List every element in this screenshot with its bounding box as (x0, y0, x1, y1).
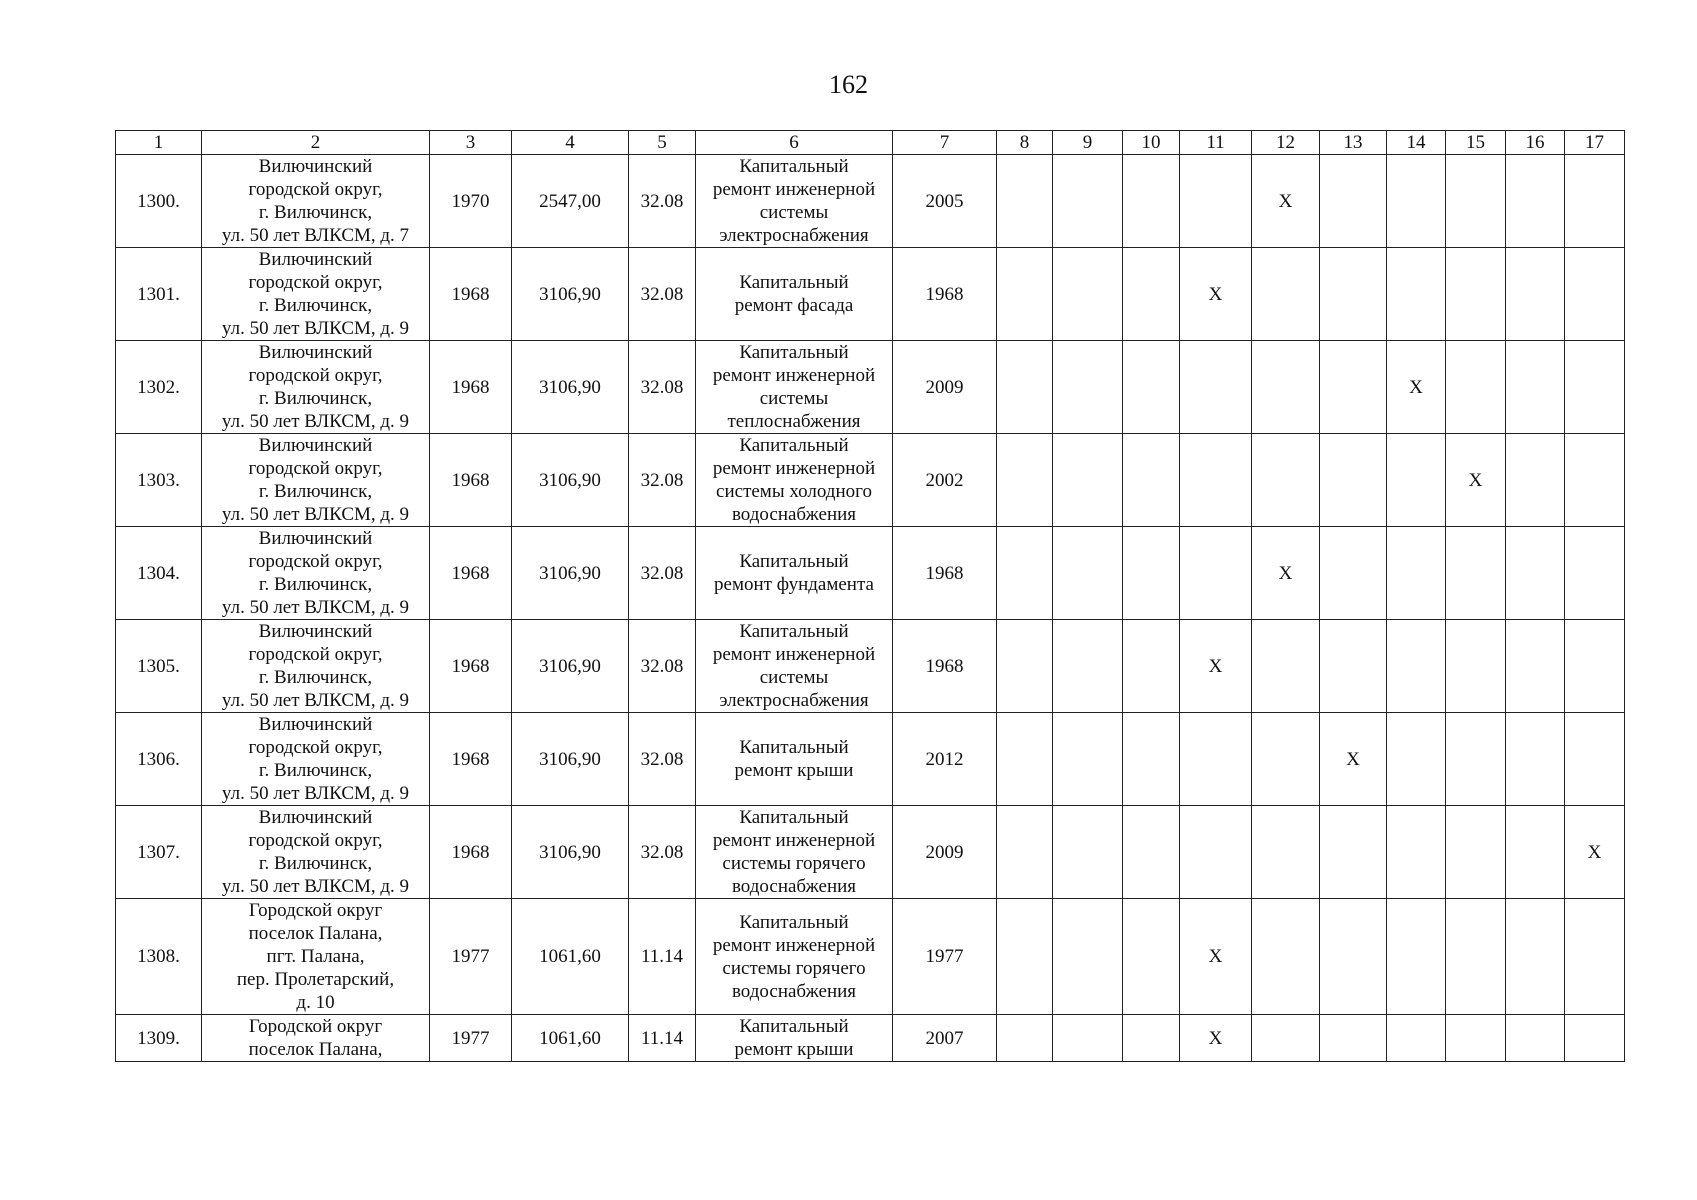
period-cell (997, 1015, 1053, 1062)
code-cell: 32.08 (629, 620, 696, 713)
row-number: 1305. (116, 620, 202, 713)
period-cell (1252, 1015, 1320, 1062)
period-cell (1565, 527, 1625, 620)
period-cell (1565, 899, 1625, 1015)
period-mark: X (1252, 527, 1320, 620)
period-cell (1506, 434, 1565, 527)
row-number: 1309. (116, 1015, 202, 1062)
work-type-cell: Капитальный ремонт инженерной системы холодного водоснабжения (696, 434, 893, 527)
period-cell (1123, 899, 1180, 1015)
period-cell (1320, 806, 1387, 899)
row-number: 1304. (116, 527, 202, 620)
address-cell: Вилючинский городской округ, г. Вилючинск, ул. 50 лет ВЛКСМ, д. 9 (202, 341, 430, 434)
period-cell (997, 620, 1053, 713)
address-cell: Вилючинский городской округ, г. Вилючинск, ул. 50 лет ВЛКСМ, д. 9 (202, 527, 430, 620)
period-cell (1252, 248, 1320, 341)
period-cell (1446, 1015, 1506, 1062)
column-number-7: 7 (893, 131, 997, 155)
period-cell (1123, 527, 1180, 620)
code-cell: 32.08 (629, 155, 696, 248)
area-cell: 3106,90 (512, 620, 629, 713)
last-repair-year-cell: 2009 (893, 341, 997, 434)
column-number-10: 10 (1123, 131, 1180, 155)
work-type-cell: Капитальный ремонт фасада (696, 248, 893, 341)
work-type-cell: Капитальный ремонт крыши (696, 713, 893, 806)
period-cell (1320, 620, 1387, 713)
period-cell (1565, 434, 1625, 527)
period-cell (1446, 155, 1506, 248)
period-cell (1320, 899, 1387, 1015)
last-repair-year-cell: 1968 (893, 248, 997, 341)
period-cell (1506, 248, 1565, 341)
build-year-cell: 1977 (430, 1015, 512, 1062)
period-cell (1506, 341, 1565, 434)
period-cell (1053, 155, 1123, 248)
work-type-cell: Капитальный ремонт инженерной системы электроснабжения (696, 155, 893, 248)
period-cell (1565, 155, 1625, 248)
period-cell (1053, 806, 1123, 899)
period-cell (1123, 434, 1180, 527)
period-cell (1387, 1015, 1446, 1062)
build-year-cell: 1968 (430, 341, 512, 434)
work-type-cell: Капитальный ремонт крыши (696, 1015, 893, 1062)
code-cell: 32.08 (629, 248, 696, 341)
period-cell (1123, 341, 1180, 434)
work-type-cell: Капитальный ремонт инженерной системы электроснабжения (696, 620, 893, 713)
period-cell (1506, 1015, 1565, 1062)
row-number: 1301. (116, 248, 202, 341)
period-cell (1565, 341, 1625, 434)
last-repair-year-cell: 2007 (893, 1015, 997, 1062)
table-row (116, 620, 1625, 713)
period-cell (1565, 1015, 1625, 1062)
period-cell (1123, 620, 1180, 713)
period-cell (1446, 713, 1506, 806)
period-cell (997, 806, 1053, 899)
last-repair-year-cell: 2005 (893, 155, 997, 248)
code-cell: 32.08 (629, 806, 696, 899)
build-year-cell: 1968 (430, 806, 512, 899)
address-cell: Вилючинский городской округ, г. Вилючинск, ул. 50 лет ВЛКСМ, д. 7 (202, 155, 430, 248)
column-number-row (116, 131, 1625, 155)
address-cell: Городской округ поселок Палана, (202, 1015, 430, 1062)
period-cell (1387, 713, 1446, 806)
period-cell (1446, 620, 1506, 713)
area-cell: 3106,90 (512, 434, 629, 527)
period-cell (1387, 248, 1446, 341)
period-cell (997, 713, 1053, 806)
period-cell (1123, 248, 1180, 341)
column-number-4: 4 (512, 131, 629, 155)
period-cell (1320, 1015, 1387, 1062)
table-row (116, 806, 1625, 899)
period-cell (1320, 248, 1387, 341)
area-cell: 3106,90 (512, 341, 629, 434)
period-cell (1506, 899, 1565, 1015)
last-repair-year-cell: 1977 (893, 899, 997, 1015)
period-cell (1053, 1015, 1123, 1062)
area-cell: 2547,00 (512, 155, 629, 248)
period-cell (1053, 899, 1123, 1015)
period-cell (1252, 806, 1320, 899)
period-cell (1320, 434, 1387, 527)
area-cell: 3106,90 (512, 713, 629, 806)
period-cell (1053, 434, 1123, 527)
period-cell (1320, 341, 1387, 434)
period-cell (1446, 806, 1506, 899)
period-mark: X (1180, 899, 1252, 1015)
page-number: 162 (829, 70, 868, 99)
period-cell (1180, 341, 1252, 434)
address-cell: Вилючинский городской округ, г. Вилючинск, ул. 50 лет ВЛКСМ, д. 9 (202, 434, 430, 527)
period-cell (1506, 155, 1565, 248)
last-repair-year-cell: 2009 (893, 806, 997, 899)
last-repair-year-cell: 2002 (893, 434, 997, 527)
row-number: 1307. (116, 806, 202, 899)
column-number-2: 2 (202, 131, 430, 155)
build-year-cell: 1970 (430, 155, 512, 248)
build-year-cell: 1977 (430, 899, 512, 1015)
code-cell: 11.14 (629, 899, 696, 1015)
table-row (116, 899, 1625, 1015)
column-number-9: 9 (1053, 131, 1123, 155)
period-cell (1387, 806, 1446, 899)
period-cell (1506, 713, 1565, 806)
period-cell (1180, 434, 1252, 527)
column-number-8: 8 (997, 131, 1053, 155)
period-cell (1506, 806, 1565, 899)
last-repair-year-cell: 2012 (893, 713, 997, 806)
build-year-cell: 1968 (430, 713, 512, 806)
period-mark: X (1387, 341, 1446, 434)
period-cell (997, 899, 1053, 1015)
row-number: 1302. (116, 341, 202, 434)
period-cell (1252, 341, 1320, 434)
period-cell (1252, 620, 1320, 713)
column-number-13: 13 (1320, 131, 1387, 155)
period-cell (1565, 248, 1625, 341)
column-number-3: 3 (430, 131, 512, 155)
code-cell: 32.08 (629, 434, 696, 527)
table-row (116, 155, 1625, 248)
build-year-cell: 1968 (430, 620, 512, 713)
last-repair-year-cell: 1968 (893, 527, 997, 620)
address-cell: Городской округ поселок Палана, пгт. Палана, пер. Пролетарский, д. 10 (202, 899, 430, 1015)
column-number-14: 14 (1387, 131, 1446, 155)
address-cell: Вилючинский городской округ, г. Вилючинск, ул. 50 лет ВЛКСМ, д. 9 (202, 248, 430, 341)
period-cell (1387, 620, 1446, 713)
period-cell (1123, 806, 1180, 899)
address-cell: Вилючинский городской округ, г. Вилючинск, ул. 50 лет ВЛКСМ, д. 9 (202, 713, 430, 806)
table-row (116, 341, 1625, 434)
period-cell (1252, 713, 1320, 806)
period-cell (1180, 155, 1252, 248)
period-mark: X (1565, 806, 1625, 899)
period-mark: X (1446, 434, 1506, 527)
period-cell (1565, 713, 1625, 806)
period-cell (997, 248, 1053, 341)
period-cell (1123, 155, 1180, 248)
column-number-12: 12 (1252, 131, 1320, 155)
period-cell (1180, 713, 1252, 806)
period-cell (1180, 806, 1252, 899)
code-cell: 11.14 (629, 1015, 696, 1062)
work-type-cell: Капитальный ремонт фундамента (696, 527, 893, 620)
last-repair-year-cell: 1968 (893, 620, 997, 713)
row-number: 1303. (116, 434, 202, 527)
column-number-1: 1 (116, 131, 202, 155)
period-cell (1387, 434, 1446, 527)
period-cell (1506, 620, 1565, 713)
period-cell (1446, 899, 1506, 1015)
period-cell (1506, 527, 1565, 620)
work-type-cell: Капитальный ремонт инженерной системы теплоснабжения (696, 341, 893, 434)
area-cell: 3106,90 (512, 806, 629, 899)
code-cell: 32.08 (629, 341, 696, 434)
column-number-15: 15 (1446, 131, 1506, 155)
table-row (116, 434, 1625, 527)
period-cell (1387, 155, 1446, 248)
row-number: 1308. (116, 899, 202, 1015)
address-cell: Вилючинский городской округ, г. Вилючинск, ул. 50 лет ВЛКСМ, д. 9 (202, 620, 430, 713)
table-row (116, 248, 1625, 341)
work-type-cell: Капитальный ремонт инженерной системы горячего водоснабжения (696, 806, 893, 899)
table-row (116, 1015, 1625, 1062)
period-cell (1053, 527, 1123, 620)
period-mark: X (1180, 1015, 1252, 1062)
table-row (116, 527, 1625, 620)
row-number: 1306. (116, 713, 202, 806)
column-number-11: 11 (1180, 131, 1252, 155)
build-year-cell: 1968 (430, 434, 512, 527)
work-type-cell: Капитальный ремонт инженерной системы горячего водоснабжения (696, 899, 893, 1015)
column-number-5: 5 (629, 131, 696, 155)
period-cell (1123, 713, 1180, 806)
period-cell (1053, 620, 1123, 713)
build-year-cell: 1968 (430, 527, 512, 620)
period-cell (997, 155, 1053, 248)
period-cell (1387, 899, 1446, 1015)
period-mark: X (1180, 620, 1252, 713)
period-mark: X (1180, 248, 1252, 341)
period-cell (1565, 620, 1625, 713)
column-number-16: 16 (1506, 131, 1565, 155)
address-cell: Вилючинский городской округ, г. Вилючинск, ул. 50 лет ВЛКСМ, д. 9 (202, 806, 430, 899)
period-cell (1053, 713, 1123, 806)
area-cell: 3106,90 (512, 527, 629, 620)
repair-register-table (115, 130, 1625, 1062)
period-cell (1252, 434, 1320, 527)
period-cell (997, 527, 1053, 620)
period-cell (1446, 527, 1506, 620)
period-cell (997, 434, 1053, 527)
period-cell (1053, 341, 1123, 434)
period-cell (1387, 527, 1446, 620)
period-cell (1053, 248, 1123, 341)
period-cell (1320, 155, 1387, 248)
area-cell: 1061,60 (512, 1015, 629, 1062)
period-mark: X (1252, 155, 1320, 248)
period-cell (1123, 1015, 1180, 1062)
period-cell (1446, 248, 1506, 341)
row-number: 1300. (116, 155, 202, 248)
table-row (116, 713, 1625, 806)
period-cell (1180, 527, 1252, 620)
area-cell: 1061,60 (512, 899, 629, 1015)
period-cell (997, 341, 1053, 434)
period-mark: X (1320, 713, 1387, 806)
column-number-17: 17 (1565, 131, 1625, 155)
code-cell: 32.08 (629, 527, 696, 620)
period-cell (1446, 341, 1506, 434)
code-cell: 32.08 (629, 713, 696, 806)
period-cell (1252, 899, 1320, 1015)
period-cell (1320, 527, 1387, 620)
build-year-cell: 1968 (430, 248, 512, 341)
area-cell: 3106,90 (512, 248, 629, 341)
column-number-6: 6 (696, 131, 893, 155)
